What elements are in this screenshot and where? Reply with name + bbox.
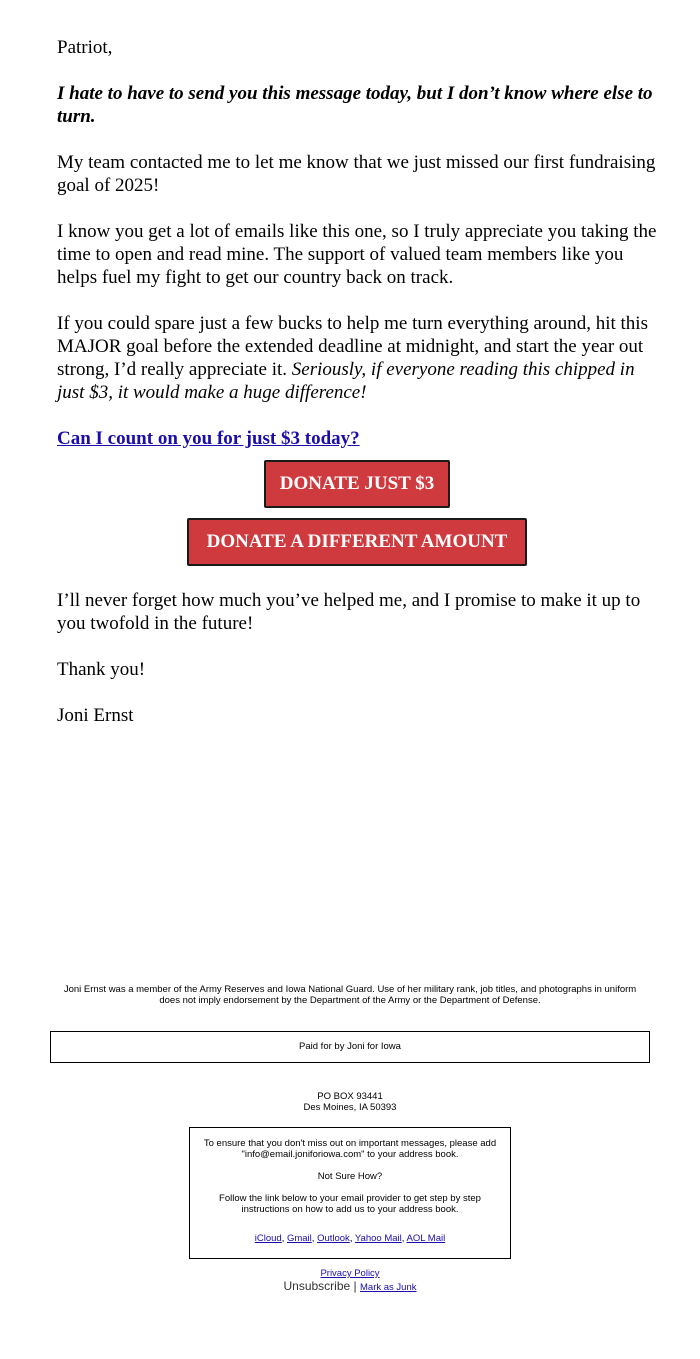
- provider-link-yahoo[interactable]: Yahoo Mail: [354, 1233, 402, 1244]
- headline-text: I hate to have to send you this message today, but I don’t know where else to turn.: [57, 83, 653, 127]
- thanks: Thank you!: [57, 659, 146, 680]
- provider-link-outlook[interactable]: Outlook: [317, 1233, 350, 1244]
- address-book-text: To ensure that you don't miss out on important messages, please add "info@email.joniforiowa.com" to your address book.: [203, 1138, 497, 1160]
- paragraph-appreciation: I know you get a lot of emails like this one, so I truly appreciate you taking the time to open and read mine. The support of valued team members like you helps fuel my fight to get our country back on track.: [57, 221, 657, 288]
- unsubscribe-line: [200, 1279, 500, 1295]
- headline: [57, 82, 657, 128]
- separator: |: [353, 1279, 357, 1293]
- provider-link-icloud[interactable]: iCloud: [254, 1233, 282, 1244]
- mark-as-junk-link[interactable]: Mark as Junk: [360, 1282, 417, 1293]
- footer-links: [200, 1268, 500, 1295]
- paragraph-promise: I’ll never forget how much you’ve helped me, and I promise to make it up to you twofold in the future!: [57, 590, 641, 634]
- follow-text: Follow the link below to your email provider to get step by step instructions on how to add us to your address book.: [219, 1193, 481, 1215]
- signature: Joni Ernst: [57, 705, 134, 726]
- greeting: Patriot,: [57, 37, 113, 58]
- mailing-address: [200, 1091, 500, 1113]
- address-line-2: Des Moines, IA 50393: [303, 1102, 397, 1113]
- unsubscribe-link[interactable]: Unsubscribe: [283, 1279, 351, 1293]
- disclaimer: Joni Ernst was a member of the Army Reserves and Iowa National Guard. Use of her military rank, job titles, and photographs in uniform does not imply endorsement by the Department of the Army or the Department of Defense.: [63, 984, 637, 1006]
- provider-link-aol[interactable]: AOL Mail: [406, 1233, 446, 1244]
- email-body: [57, 36, 657, 750]
- cta-link[interactable]: Can I count on you for just $3 today?: [57, 428, 360, 449]
- paid-for-box: [50, 1031, 650, 1063]
- ask-italic-text: Seriously, if everyone reading this chipped in just $3, it would make a huge difference!: [57, 359, 635, 403]
- address-book-box: [189, 1127, 511, 1259]
- not-sure-text: Not Sure How?: [317, 1171, 383, 1182]
- provider-link-gmail[interactable]: Gmail: [286, 1233, 312, 1244]
- paid-for-text: Paid for by Joni for Iowa: [299, 1041, 401, 1052]
- address-line-1: PO BOX 93441: [317, 1091, 383, 1102]
- ask-text: If you could spare just a few bucks to help me turn everything around, hit this MAJOR goal before the extended deadline at midnight, and start the year out strong, I’d really appreciate it.: [57, 313, 648, 380]
- paragraph-ask: [57, 312, 657, 404]
- donate-3-button[interactable]: DONATE JUST $3: [264, 460, 450, 508]
- cta-paragraph: [57, 427, 657, 450]
- privacy-policy-link[interactable]: Privacy Policy: [320, 1268, 380, 1279]
- donate-different-amount-button[interactable]: DONATE A DIFFERENT AMOUNT: [187, 518, 527, 566]
- paragraph-goal: My team contacted me to let me know that we just missed our first fundraising goal of 2025!: [57, 152, 656, 196]
- provider-links: iCloud, Gmail, Outlook, Yahoo Mail, AOL Mail: [254, 1233, 446, 1244]
